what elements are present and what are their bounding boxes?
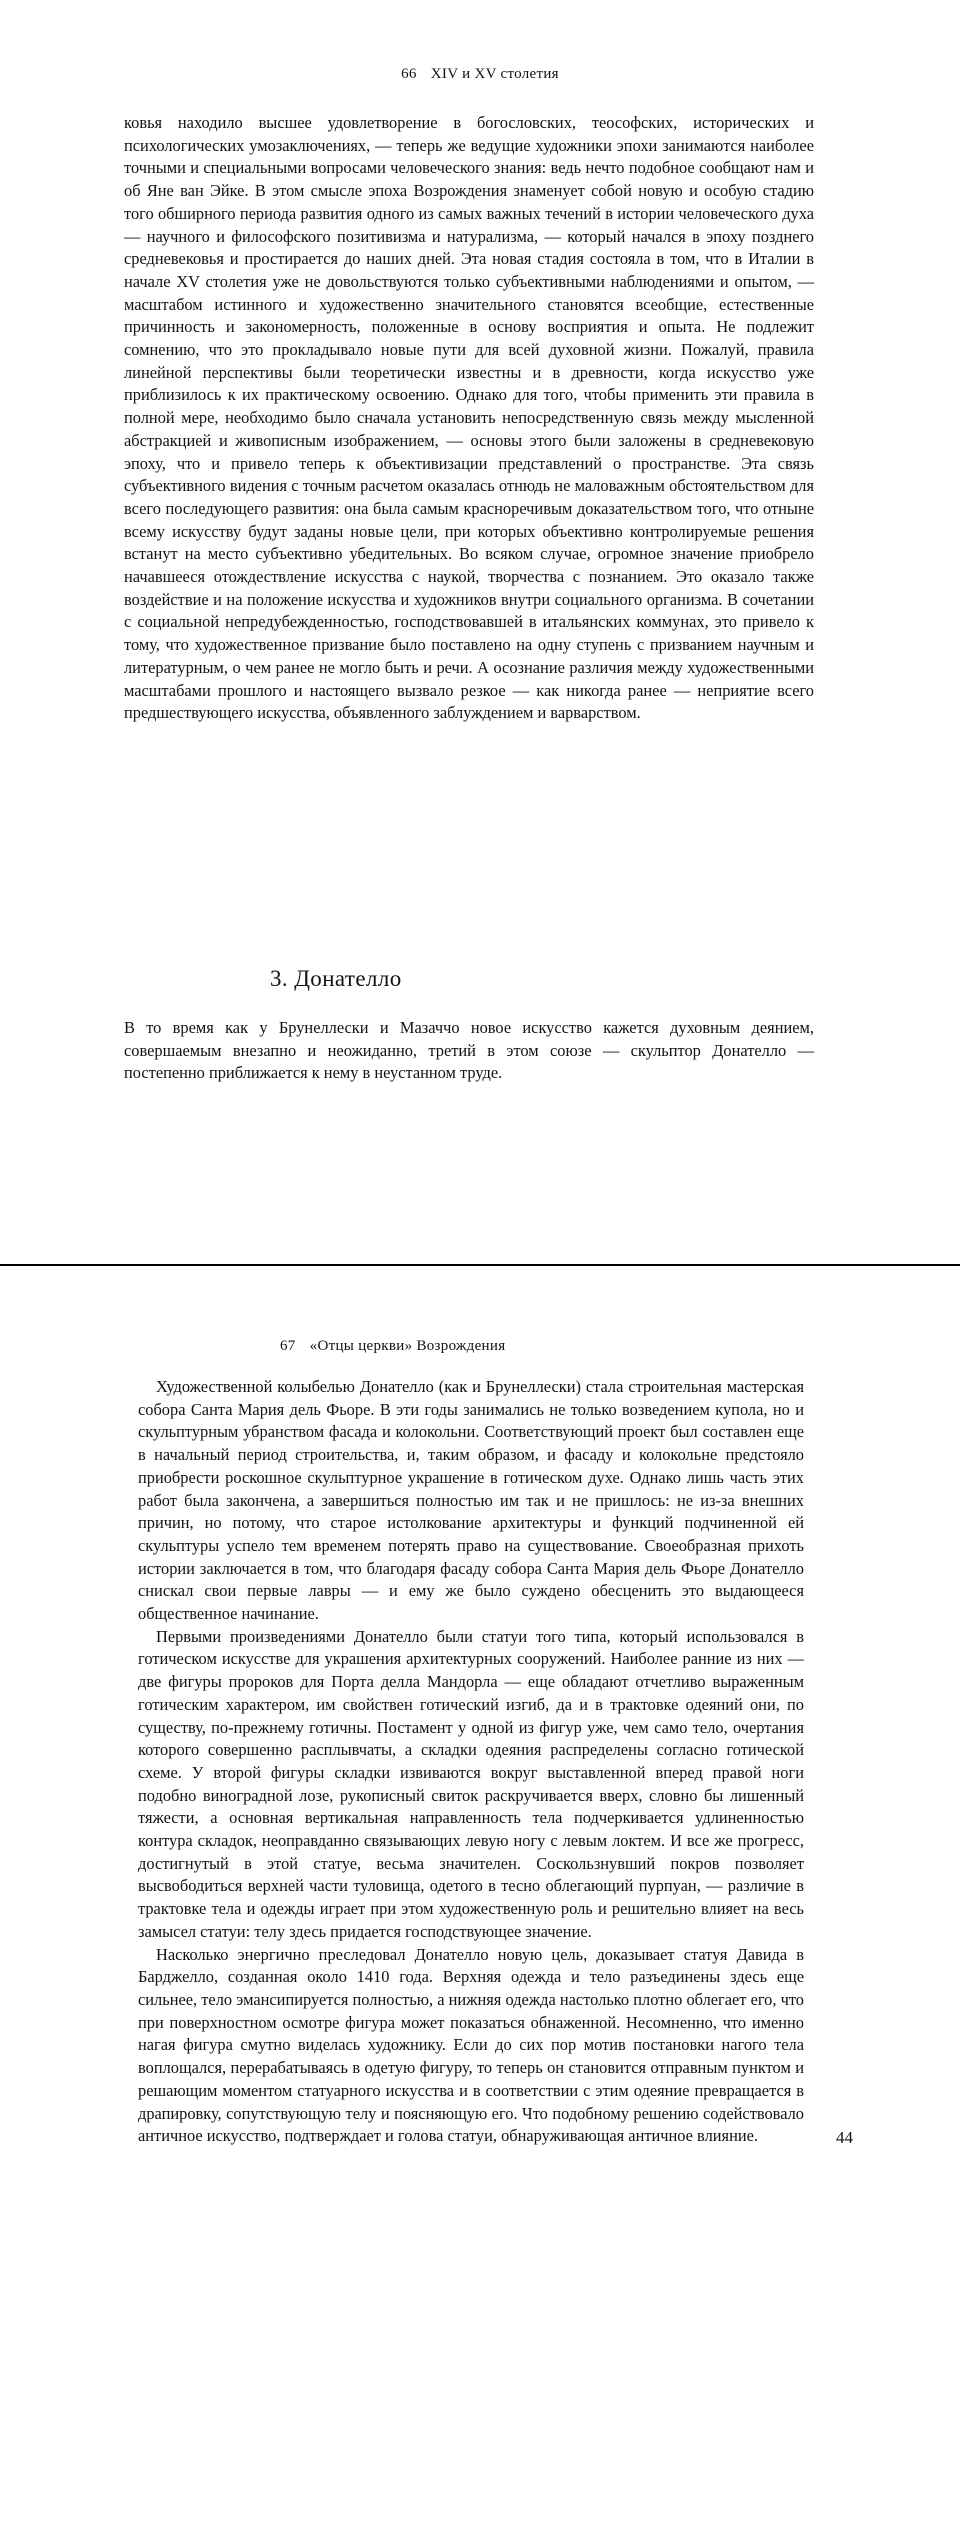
page-66 bbox=[0, 0, 960, 1266]
paragraph: Художественной колыбелью Донателло (как и Брунеллески) стала строительная мастерская собора Санта Мария дель Фьоре. В эти годы занимались не только возведением купола, но и скульптурным убранством фасада и колокольни. Соответствующий проект был составлен еще в начальный период строительства, и, таким образом, и фасаду и колокольне предстояло приобрести роскошное скульптурное украшение в готическом духе. Однако лишь часть этих работ была закончена, а завершиться полностью им так и не пришлось: не из-за внешних причин, но потому, что старое истолкование архитектуры и функций подчиненной ей скульптуры успело тем временем потерять право на существование. Своеобразная прихоть истории заключается в том, что благодаря фасаду собора Санта Мария дель Фьоре Донателло снискал свои первые лавры — и ему же было суждено обесценить это выдающееся общественное начинание. bbox=[138, 1377, 804, 1624]
body-text bbox=[138, 1376, 804, 2148]
paragraph: Первыми произведениями Донателло были статуи того типа, который использовался в готическом искусстве для украшения архитектурных сооружений. Наиболее ранние из них — две фигуры пророков для Порта делла Мандорла — еще обладают отчетливо выраженным готическим характером, им свойствен готический изгиб, да и в трактовке одеяний они, по существу, по-прежнему готичны. Постамент у одной из фигур уже, чем само тело, очертания которого совершенно расплывчаты, а складки одеяния распределены согласно готической схеме. У второй фигуры складки извиваются вокруг выставленной вперед правой ноги подобно виноградной лозе, рукописный свиток раскручивается вверх, словно бы лишенный тяжести, а основная вертикальная направленность тела подчеркивается удлиненностью контура складок, неоправданно связывающих левую ногу с левым локтем. И все же прогресс, достигнутый в этой статуе, весьма значителен. Соскользнувший покров позволяет высвободиться верхней части туловища, одетого в тесно облегающий пурпуан, — различие в трактовке тела и одежды играет при этом художественную роль и решительно влияет на весь замысел статуи: телу здесь придается господствующее значение. bbox=[138, 1626, 804, 1941]
body-text bbox=[124, 1017, 814, 1085]
running-head-title: «Отцы церкви» Возрождения bbox=[309, 1338, 506, 1354]
running-head bbox=[280, 1338, 505, 1355]
page-67 bbox=[0, 1268, 960, 2536]
section-heading: 3. Донателло bbox=[270, 966, 402, 991]
running-head-title: XIV и XV столетия bbox=[430, 66, 559, 82]
page-number: 66 bbox=[401, 66, 417, 82]
margin-illustration-number: 44 bbox=[836, 2128, 853, 2147]
body-text bbox=[124, 112, 814, 725]
paragraph: В то время как у Брунеллески и Мазаччо новое искусство кажется духовным деянием, совершаемым внезапно и неожиданно, третий в этом союзе — скульптор Донателло — постепенно приближается к нему в неустанном труде. bbox=[124, 1018, 814, 1083]
running-head bbox=[0, 66, 960, 83]
paragraph: Насколько энергично преследовал Донателло новую цель, доказывает статуя Давида в Барджелло, созданная около 1410 года. Верхняя одежда и тело разъединены здесь еще сильнее, тело эмансипируется полностью, а нижняя одежда настолько плотно облегает его, что при поверхностном осмотре фигура может показаться обнаженной. Несомненно, что именно нагая фигура смутно виделась художнику. Если до сих пор мотив постановки нагого тела воплощался, перерабатываясь в одетую фигуру, то теперь он становится отправным пунктом и решающим моментом статуарного искусства и в соответствии с этим одеяние превращается в драпировку, сопутствующую телу и поясняющую его. Что подобному решению содействовало античное искусство, подтверждает и голова статуи, обнаруживающая античное влияние. bbox=[138, 1944, 804, 2146]
page-number: 67 bbox=[280, 1338, 296, 1354]
paragraph: ковья находило высшее удовлетворение в богословских, теософских, исторических и психологических умозаключениях, — теперь же ведущие художники эпохи занимаются наиболее точными и специальными вопросами человеческого знания: ведь нечто подобное сообщают нам и об Яне ван Эйке. В этом смысле эпоха Возрождения знаменует собой новую и особую стадию того обширного периода развития одного из самых важных течений в истории человеческого духа — научного и философского позитивизма и натурализма, — который начался в эпоху позднего средневековья и простирается до наших дней. Эта новая стадия состояла в том, что в Италии в начале XV столетия уже не довольствуются только субъективными наблюдениями и опытом, — масштабом истинного и художественно значительного становятся всеобщие, естественные причинность и закономерность, положенные в основу восприятия и опыта. Не подлежит сомнению, что это прокладывало новые пути для всей духовной жизни. Пожалуй, правила линейной перспективы были теоретически известны и в древности, когда искусство уже приблизилось к их практическому освоению. Однако для того, чтобы применить эти правила в полной мере, необходимо было сначала установить непосредственную связь между мысленной абстракцией и живописным изображением, — основы этого были заложены в средневековую эпоху, что и привело теперь к объективизации представлений о пространстве. Эта связь субъективного видения с точным расчетом оказалась отнюдь не маловажным обстоятельством для всего последующего развития: она была самым красноречивым доказательством того, что отныне всему искусству будут заданы новые цели, при которых объективно контролируемые решения встанут на место субъективно убедительных. Во всяком случае, огромное значение приобрело начавшееся отождествление искусства с наукой, творчества с познанием. Это оказало также воздействие и на положение искусства и художников внутри социального организма. В сочетании с социальной непредубежденностью, господствовавшей в итальянских коммунах, это привело к тому, что художественное призвание было поставлено на одну ступень с призванием научным и литературным, о чем ранее не могло быть и речи. А осознание различия между художественными масштабами прошлого и настоящего вызвало резкое — как никогда ранее — неприятие всего предшествующего искусства, объявленного заблуждением и варварством. bbox=[124, 113, 814, 723]
